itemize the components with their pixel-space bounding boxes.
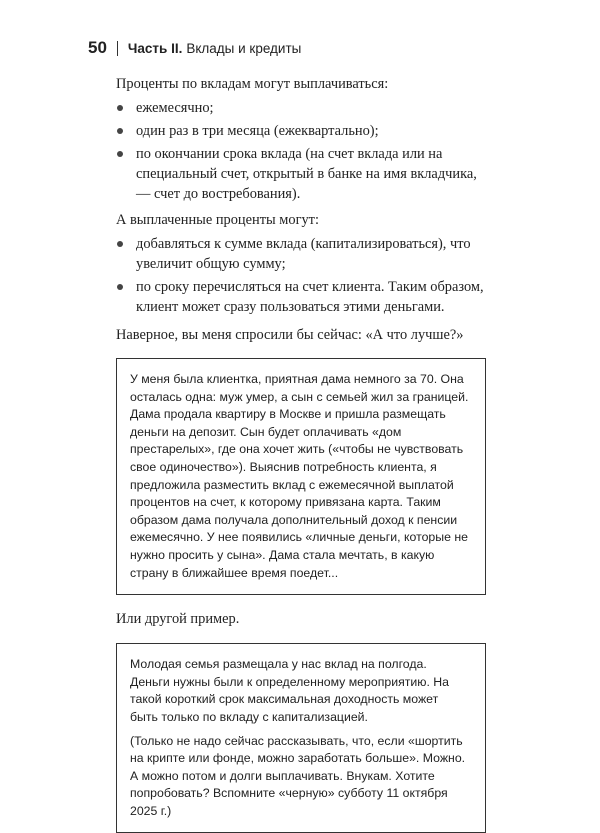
list-item: по окончании срока вклада (на счет вклада или на специальный счет, открытый в банке на имя вкладчика, — счет до востребования). (116, 144, 492, 204)
paid-list (116, 234, 492, 317)
other-example-paragraph: Или другой пример. (116, 611, 240, 628)
list-item: добавляться к сумме вклада (капитализироваться), что увеличит общую сумму; (116, 234, 492, 274)
client-story-text: У меня была клиентка, приятная дама немного за 70. Она осталась одна: муж умер, а сын с семьей жил за границей. Дама продала квартиру в Москве и пришла размещать деньги на депозит. Сын будет оплачивать «дом престарелых», где она хочет жить («чтобы не чувствовать свое одиночество»). Выяснив потребность клиента, я предложила разместить вклад с ежемесячной выплатой процентов на счет, к которому привязана карта. Таким образом дама получала дополнительный доход к пенсии ежемесячно. У нее появились «личные деньги, которые не нужно просить у сына». Дама стала мечтать, в какую страну в ближайшее время поедет... (130, 372, 469, 580)
page-number: 50 (88, 38, 107, 57)
header-divider (117, 41, 118, 56)
page-body (116, 74, 492, 833)
payout-intro: Проценты по вкладам могут выплачиваться: (116, 76, 389, 92)
payout-list (116, 98, 492, 204)
chapter-title: Вклады и кредиты (186, 40, 302, 56)
part-label: Часть II. (127, 40, 183, 56)
list-item: один раз в три месяца (ежеквартально); (116, 121, 492, 141)
family-story-note: (Только не надо сейчас рассказывать, что, если «шортить на крипте или фонде, можно заработать больше». Можно. А можно потом и долги выплачивать. Внукам. Хотите попробовать? Вспомните «черную» субботу 11 октября 2025 г.) (130, 733, 466, 818)
list-item: по сроку перечисляться на счет клиента. Таким образом, клиент может сразу пользоваться этими деньгами. (116, 277, 492, 317)
paid-intro: А выплаченные проценты могут: (116, 212, 319, 228)
question-paragraph: Наверное, вы меня спросили бы сейчас: «А что лучше?» (116, 327, 464, 343)
list-item: ежемесячно; (116, 98, 492, 118)
family-story-text: Молодая семья размещала у нас вклад на полгода. Деньги нужны были к определенному мероприятию. На такой короткий срок максимальная доходность может быть только по вкладу с капитализацией. (130, 657, 449, 724)
client-story-box (116, 358, 486, 595)
family-story-box (116, 643, 486, 833)
running-header (88, 38, 301, 58)
